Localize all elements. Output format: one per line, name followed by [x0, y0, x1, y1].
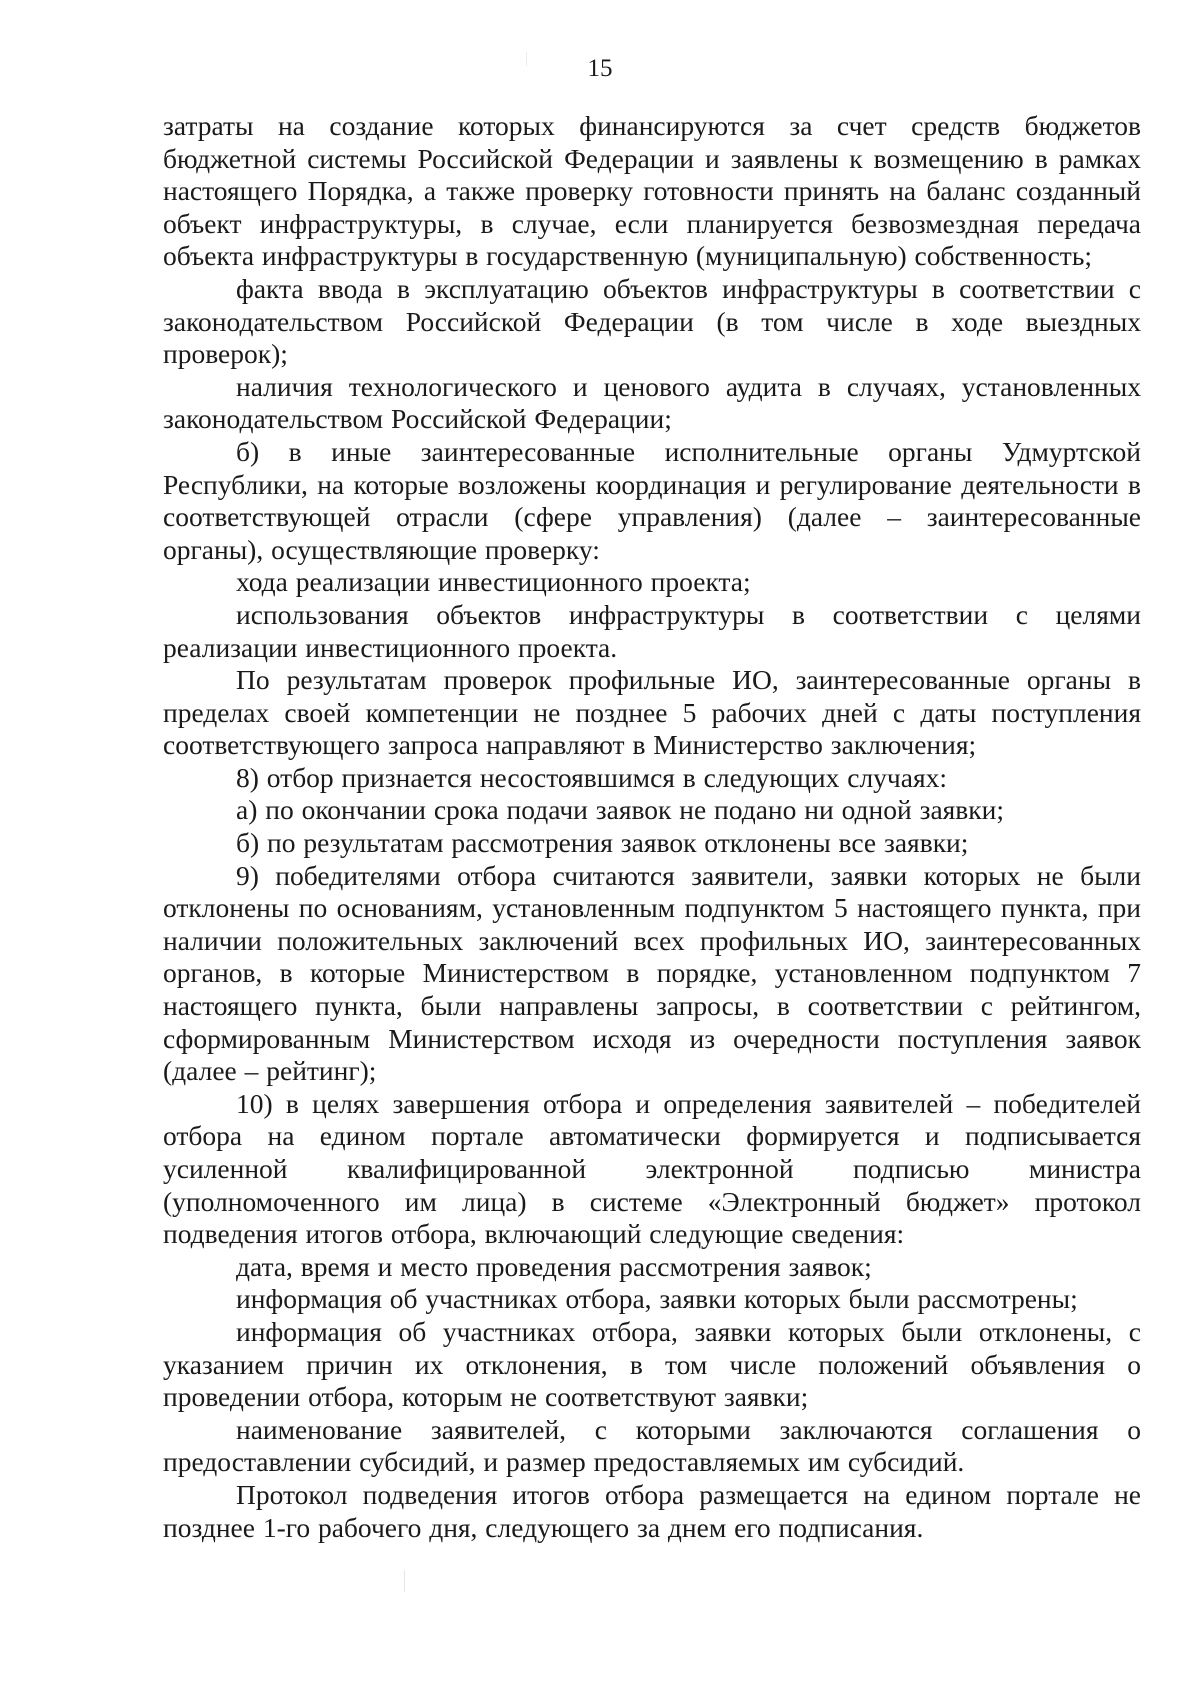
- paragraph: дата, время и место проведения рассмотрения заявок;: [236, 1250, 872, 1282]
- paragraph: 8) отбор признается несостоявшимся в следующих случаях:: [236, 761, 947, 793]
- paragraph: а) по окончании срока подачи заявок не подано ни одной заявки;: [236, 794, 1004, 826]
- paragraph: информация об участниках отбора, заявки которых были отклонены, с указанием причин их отклонения, в том числе положений объявления о проведении отбора, которым не соответствуют заявки;: [163, 1315, 1141, 1413]
- paragraph: хода реализации инвестиционного проекта;: [236, 566, 751, 598]
- paragraph: Протокол подведения итогов отбора размещается на едином портале не позднее 1-го рабочего дня, следующего за днем его подписания.: [163, 1478, 1141, 1543]
- paragraph: информация об участниках отбора, заявки которых были рассмотрены;: [236, 1283, 1078, 1315]
- paragraph: наличия технологического и ценового аудита в случаях, установленных законодательством Российской Федерации;: [163, 370, 1141, 435]
- paragraph: б) по результатам рассмотрения заявок отклонены все заявки;: [236, 827, 969, 859]
- paragraph: 9) победителями отбора считаются заявители, заявки которых не были отклонены по основаниям, установленным подпунктом 5 настоящего пункта, при наличии положительных заключений всех профильных ИО, заинтересованных органов, в которые Министерством в порядке, установленном подпунктом 7 настоящего пункта, были направлены запросы, в соответствии с рейтингом, сформированным Министерством исходя из очередности поступления заявок (далее – рейтинг);: [163, 859, 1141, 1087]
- scan-artifact: [404, 1570, 405, 1592]
- paragraph: По результатам проверок профильные ИО, заинтересованные органы в пределах своей компетенции не позднее 5 рабочих дней с даты поступления соответствующего запроса направляют в Министерство заключения;: [163, 664, 1141, 761]
- page-number: 15: [587, 55, 613, 82]
- paragraph: факта ввода в эксплуатацию объектов инфраструктуры в соответствии с законодательством Российской Федерации (в том числе в ходе выездных проверок);: [163, 272, 1141, 370]
- paragraph: б) в иные заинтересованные исполнительные органы Удмуртской Республики, на которые возложены координация и регулирование деятельности в соответствующей отрасли (сфере управления) (далее – заинтересованные органы), осуществляющие проверку:: [163, 435, 1141, 565]
- paragraph: использования объектов инфраструктуры в соответствии с целями реализации инвестиционного проекта.: [163, 598, 1141, 663]
- paragraph: затраты на создание которых финансируются за счет средств бюджетов бюджетной системы Российской Федерации и заявлены к возмещению в рамках настоящего Порядка, а также проверку готовности принять на баланс созданный объект инфраструктуры, в случае, если планируется безвозмездная передача объекта инфраструктуры в государственную (муниципальную) собственность;: [163, 110, 1141, 272]
- document-body: [163, 110, 1141, 1544]
- paragraph: наименование заявителей, с которыми заключаются соглашения о предоставлении субсидий, и размер предоставляемых им субсидий.: [163, 1413, 1141, 1478]
- paragraph: 10) в целях завершения отбора и определения заявителей – победителей отбора на едином портале автоматически формируется и подписывается усиленной квалифицированной электронной подписью министра (уполномоченного им лица) в системе «Электронный бюджет» протокол подведения итогов отбора, включающий следующие сведения:: [163, 1087, 1141, 1250]
